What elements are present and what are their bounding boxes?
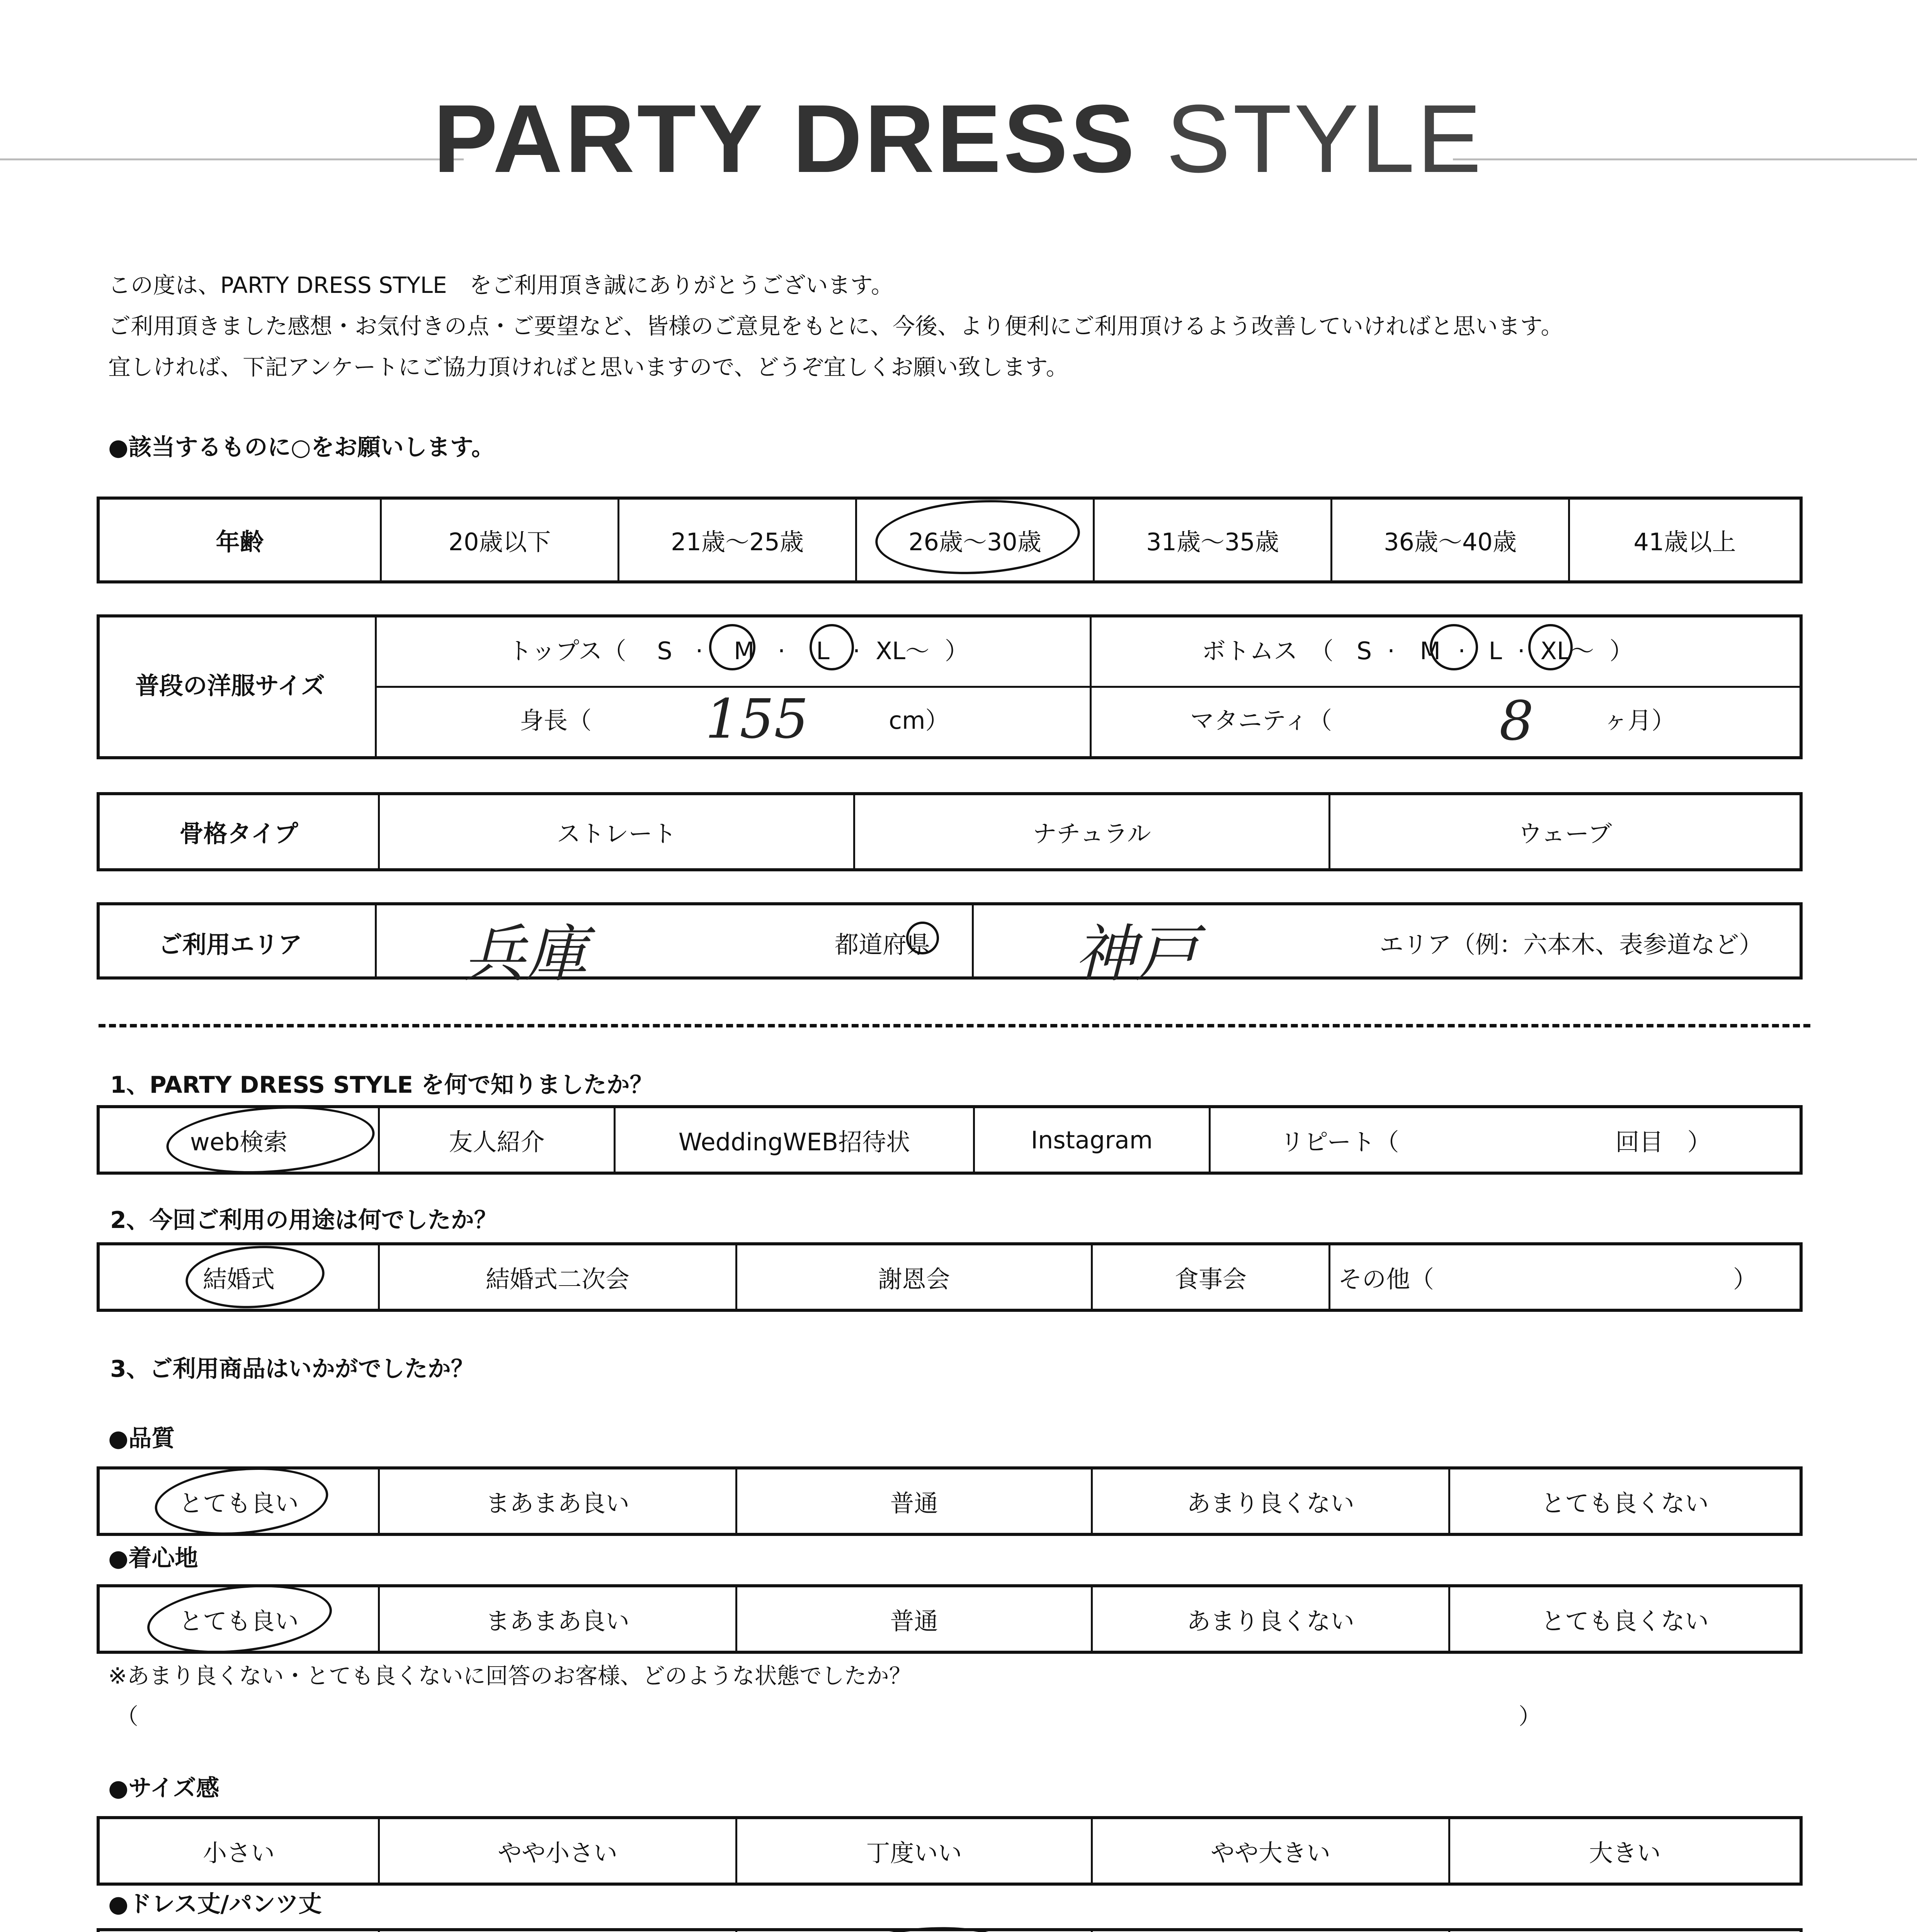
bullet-icon: ● — [108, 1545, 129, 1572]
intro-line-1: この度は、PARTY DRESS STYLE をご利用頂き誠にありがとうございます。 — [108, 272, 893, 298]
fit-label-row — [108, 1770, 219, 1803]
bottoms-l[interactable]: L — [1488, 637, 1502, 665]
comfort-option-3[interactable]: 普通 — [735, 1587, 1091, 1651]
length-label: ドレス丈/パンツ丈 — [128, 1891, 322, 1918]
quality-option-2[interactable]: まあまあ良い — [378, 1469, 735, 1533]
fit-label: サイズ感 — [128, 1775, 219, 1802]
area-divider-label — [375, 902, 377, 980]
q1-repeat-prefix: リピート（ — [1280, 1128, 1399, 1156]
frame-option-natural[interactable]: ナチュラル — [853, 795, 1328, 868]
comfort-table — [97, 1584, 1803, 1654]
brand-logo-thin: STYLE — [1166, 85, 1484, 192]
fit-option-2[interactable]: やや小さい — [378, 1819, 735, 1883]
area-value[interactable]: 神戸 — [1074, 918, 1198, 990]
instruction-heading — [108, 429, 495, 462]
maternity-value[interactable]: 8 — [1499, 690, 1534, 753]
quality-label: 品質 — [128, 1425, 175, 1452]
maternity-prefix: マタニティ（ — [1190, 706, 1332, 735]
size-divider-row — [375, 686, 1803, 688]
tops-prefix: トップス（ — [508, 637, 626, 665]
frame-label: 骨格タイプ — [179, 820, 298, 848]
tops-size-row: トップス（ S · M · L · XL～ ） — [508, 637, 969, 665]
area-divider-mid — [972, 902, 974, 980]
tops-xl[interactable]: XL～ — [876, 637, 930, 665]
height-unit: cm） — [889, 706, 949, 735]
section-divider — [99, 1024, 1810, 1027]
length-label-row — [108, 1886, 321, 1919]
height-value[interactable]: 155 — [705, 688, 809, 751]
instruction-text: 該当するものに○をお願いします。 — [128, 434, 495, 461]
q2-title: 2、今回ご利用の用途は何でしたか？ — [110, 1207, 497, 1234]
q1-option-web[interactable]: web検索 — [190, 1128, 288, 1156]
quality-option-4[interactable]: あまり良くない — [1091, 1469, 1448, 1533]
age-option-3[interactable]: 26歳～30歳 — [855, 500, 1093, 580]
bottoms-s[interactable]: S — [1356, 637, 1372, 665]
fit-option-4[interactable]: やや大きい — [1091, 1819, 1448, 1883]
q1-option-instagram[interactable]: Instagram — [973, 1108, 1209, 1172]
area-label: ご利用エリア — [158, 930, 303, 959]
bullet-icon: ● — [108, 1891, 129, 1918]
tops-s[interactable]: S — [657, 637, 672, 665]
q2-other-suffix: ） — [1733, 1265, 1757, 1293]
prefecture-value[interactable]: 兵庫 — [464, 918, 588, 990]
bullet-icon: ● — [108, 1775, 129, 1802]
bottoms-prefix: ボトムス （ — [1202, 637, 1334, 665]
bottoms-close: ） — [1609, 637, 1634, 665]
tops-m[interactable]: M — [734, 637, 755, 665]
comfort-option-2[interactable]: まあまあ良い — [378, 1587, 735, 1651]
q2-option-dinner[interactable]: 食事会 — [1091, 1245, 1328, 1309]
bottoms-m-circle — [1430, 624, 1478, 670]
prefecture-suffix: 都道府県 — [835, 930, 931, 959]
tops-close: ） — [944, 637, 969, 665]
quality-option-1[interactable]: とても良い — [179, 1489, 299, 1517]
q2-option-thanks[interactable]: 謝恩会 — [735, 1245, 1091, 1309]
q2-other-prefix: その他（ — [1338, 1265, 1434, 1293]
age-label: 年齢 — [216, 528, 264, 556]
fit-table — [97, 1816, 1803, 1886]
fit-option-3[interactable]: 丁度いい — [735, 1819, 1091, 1883]
q1-option-friend[interactable]: 友人紹介 — [378, 1108, 614, 1172]
comfort-label: 着心地 — [128, 1545, 198, 1572]
tops-l-circle — [810, 624, 854, 670]
quality-option-5[interactable]: とても良くない — [1448, 1469, 1800, 1533]
rating-note-close: ） — [1519, 1703, 1541, 1730]
quality-option-3[interactable]: 普通 — [735, 1469, 1091, 1533]
comfort-label-row — [108, 1540, 198, 1573]
area-suffix: エリア（例：六本木、表参道など） — [1379, 930, 1763, 959]
intro-line-2: ご利用頂きました感想・お気付きの点・ご要望など、皆様のご意見をもとに、今後、より便利にご利用頂けるよう改善していければと思います。 — [108, 313, 1563, 339]
bottoms-l-circle — [1528, 624, 1573, 670]
q1-option-repeat[interactable] — [1209, 1108, 1800, 1172]
q1-title: 1、PARTY DRESS STYLE を何で知りましたか？ — [110, 1071, 653, 1099]
q2-option-other[interactable] — [1328, 1245, 1800, 1309]
frame-option-wave[interactable]: ウェーブ — [1328, 795, 1800, 868]
maternity-unit: ヶ月） — [1604, 706, 1676, 735]
intro-line-3: 宜しければ、下記アンケートにご協力頂ければと思いますので、どうぞ宜しくお願い致します。 — [108, 354, 1068, 380]
q2-option-afterparty[interactable]: 結婚式二次会 — [378, 1245, 735, 1309]
brand-logo — [0, 83, 1917, 194]
q3-title: 3、ご利用商品はいかがでしたか？ — [110, 1355, 474, 1383]
age-option-4[interactable]: 31歳～35歳 — [1093, 500, 1330, 580]
fit-option-1[interactable]: 小さい — [202, 1838, 275, 1867]
comfort-option-4[interactable]: あまり良くない — [1091, 1587, 1448, 1651]
height-prefix: 身長（ — [520, 706, 592, 735]
intro-text — [108, 265, 1563, 388]
bullet-icon: ● — [108, 434, 129, 461]
comfort-option-5[interactable]: とても良くない — [1448, 1587, 1800, 1651]
fit-option-5[interactable]: 大きい — [1448, 1819, 1800, 1883]
q1-option-weddingweb[interactable]: WeddingWEB招待状 — [614, 1108, 973, 1172]
q1-repeat-suffix: 回目 ） — [1615, 1128, 1711, 1156]
rating-note: ※あまり良くない・とても良くないに回答のお客様、どのような状態でしたか？ — [108, 1663, 912, 1689]
quality-label-row — [108, 1420, 175, 1453]
frame-table — [97, 792, 1803, 871]
age-option-2[interactable]: 21歳～25歳 — [617, 500, 855, 580]
size-label: 普段の洋服サイズ — [135, 672, 325, 700]
bottoms-size-row: ボトムス （ S · M · L · XL～ ） — [1202, 637, 1634, 665]
age-option-1[interactable]: 20歳以下 — [380, 500, 617, 580]
brand-logo-bold: PARTY DRESS — [433, 85, 1137, 192]
frame-option-straight[interactable]: ストレート — [378, 795, 853, 868]
bottoms-m[interactable]: M — [1420, 637, 1441, 665]
prefecture-selected-circle — [906, 922, 939, 954]
tops-m-circle — [709, 624, 755, 670]
age-option-6[interactable]: 41歳以上 — [1568, 500, 1800, 580]
bullet-icon: ● — [108, 1425, 129, 1452]
tops-l[interactable]: L — [816, 637, 830, 665]
rating-note-open: （ — [116, 1703, 139, 1730]
bottoms-xl[interactable]: XL～ — [1540, 637, 1594, 665]
comfort-option-1[interactable]: とても良い — [179, 1607, 299, 1635]
age-option-5[interactable]: 36歳～40歳 — [1330, 500, 1568, 580]
q2-option-wedding[interactable]: 結婚式 — [202, 1265, 275, 1293]
q2-table — [97, 1242, 1803, 1312]
quality-table — [97, 1466, 1803, 1536]
